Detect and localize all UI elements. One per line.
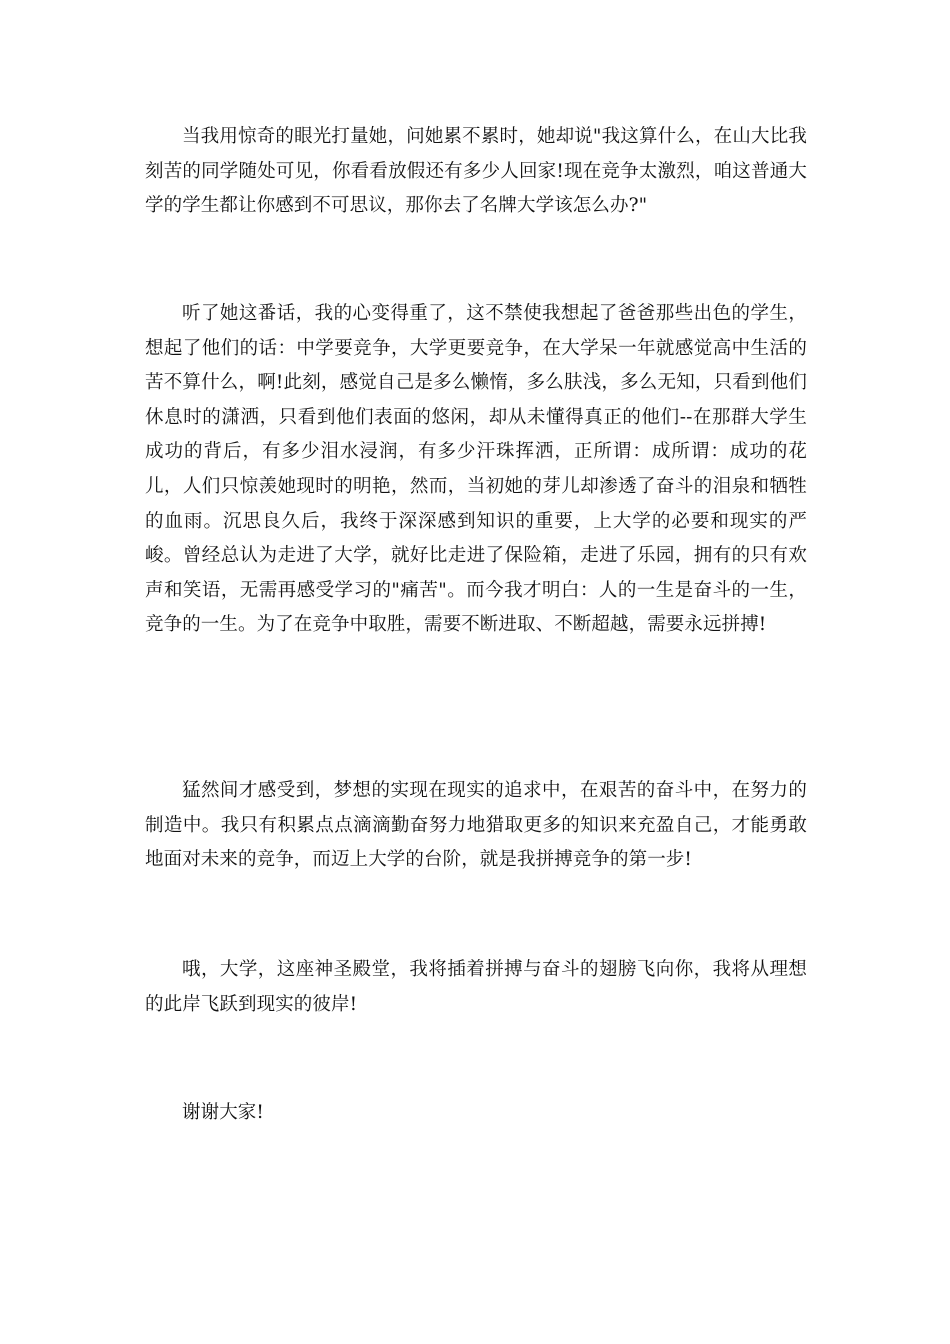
paragraph-4: 哦，大学，这座神圣殿堂，我将插着拼搏与奋斗的翅膀飞向你，我将从理想的此岸飞跃到现实的彼岸! bbox=[145, 959, 807, 1015]
paragraph-2: 听了她这番话，我的心变得重了，这不禁使我想起了爸爸那些出色的学生，想起了他们的话：中学要竞争，大学更要竞争，在大学呆一年就感觉高中生活的苦不算什么，啊!此刻，感觉自己是多么懒惰，多么肤浅，多么无知，只看到他们休息时的潇洒，只看到他们表面的悠闲，却从未懂得真正的他们--在那群大学生成功的背后，有多少泪水浸润，有多少汗珠挥洒，正所谓：成所谓：成功的花儿，人们只惊羡她现时的明艳，然而，当初她的芽儿却渗透了奋斗的泪泉和牺牲的血雨。沉思良久后，我终于深深感到知识的重要，上大学的必要和现实的严峻。曾经总认为走进了大学，就好比走进了保险箱，走进了乐园，拥有的只有欢声和笑语，无需再感受学习的"痛苦"。而今我才明白：人的一生是奋斗的一生，竞争的一生。为了在竞争中取胜，需要不断进取、不断超越，需要永远拼搏! bbox=[145, 303, 807, 636]
paragraph-3: 猛然间才感受到，梦想的实现在现实的追求中，在艰苦的奋斗中，在努力的制造中。我只有积累点点滴滴勤奋努力地猎取更多的知识来充盈自己，才能勇敢地面对未来的竞争，而迈上大学的台阶，就是我拼搏竞争的第一步! bbox=[145, 780, 807, 871]
paragraph-5-closing: 谢谢大家! bbox=[182, 1102, 264, 1123]
paragraph-1: 当我用惊奇的眼光打量她，问她累不累时，她却说"我这算什么，在山大比我刻苦的同学随处可见，你看看放假还有多少人回家!现在竞争太激烈，咱这普通大学的学生都让你感到不可思议，那你去了名牌大学该怎么办?" bbox=[145, 126, 807, 217]
